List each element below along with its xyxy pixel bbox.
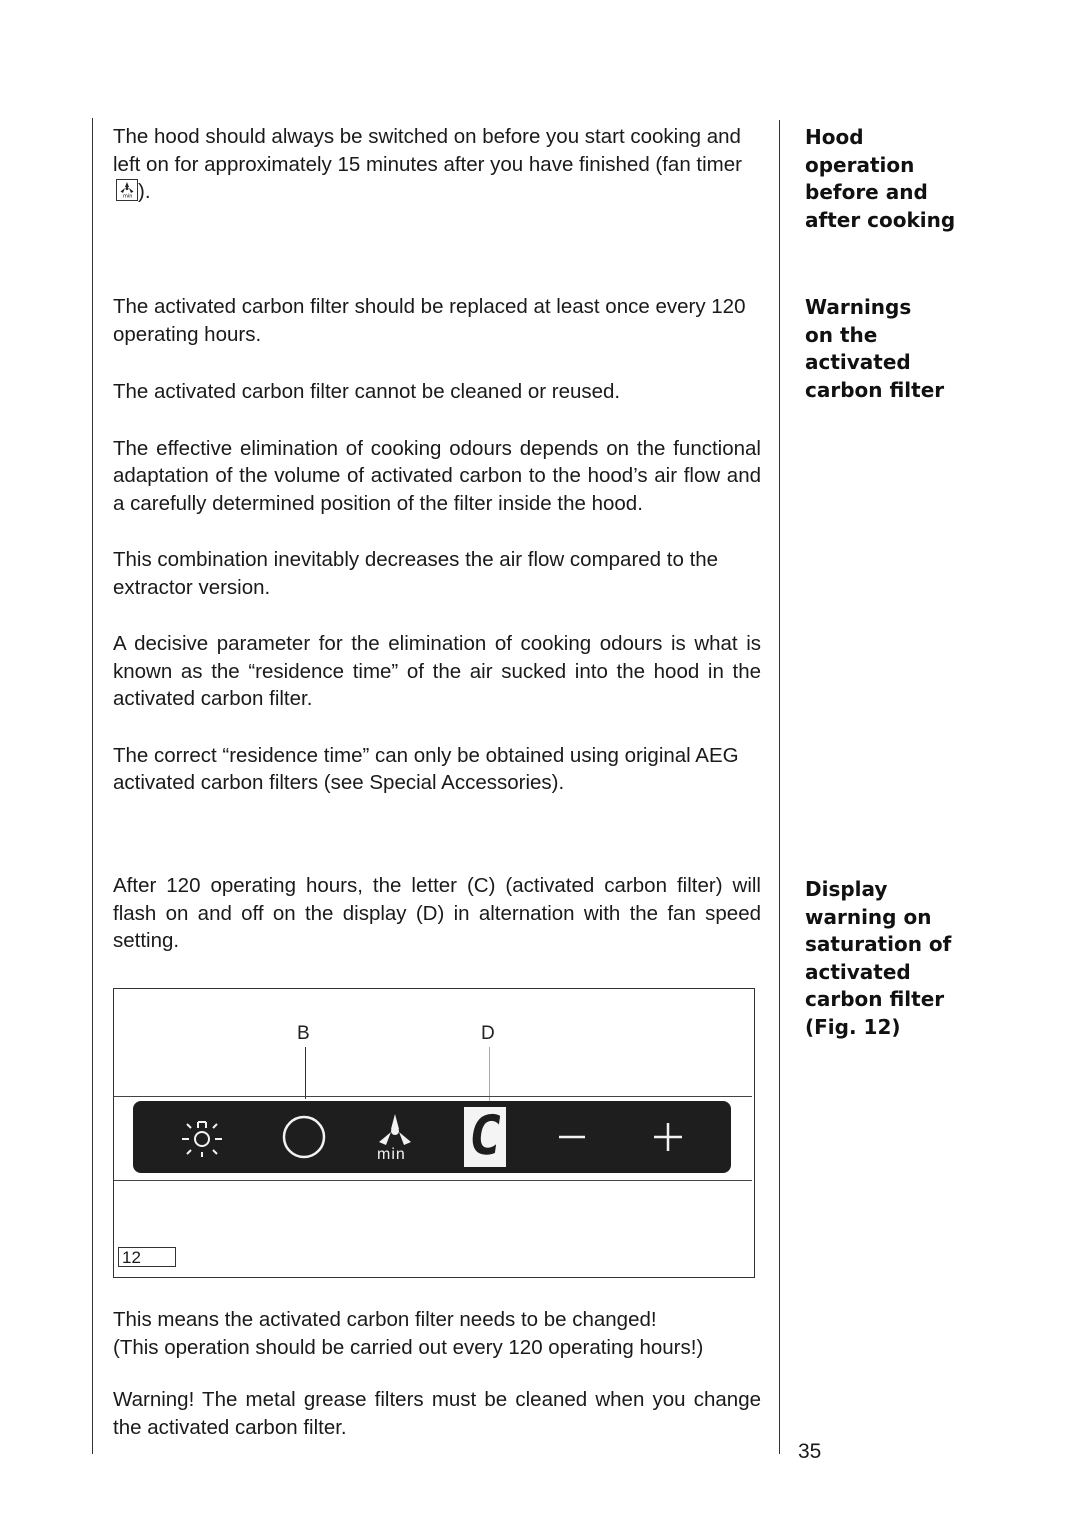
- hood-edge-bottom: [114, 1180, 752, 1181]
- fan-unit-label: min: [377, 1146, 406, 1163]
- left-column-rule: [92, 118, 93, 1454]
- heading-carbon-warnings: Warnings on the activated carbon filter: [805, 295, 945, 402]
- minus-icon: [556, 1101, 588, 1173]
- svg-text:min: min: [123, 193, 133, 198]
- paragraph-effective-elimination: The effective elimination of cooking odours depends on the functional adaptation of the volume of activated carbon to the hood’s air flow and a carefully determined position of the filter inside the hood.: [113, 436, 761, 515]
- section-display-warning: [113, 872, 761, 955]
- paragraph-air-flow: This combination inevitably decreases the air flow compared to the extractor version.: [113, 548, 719, 599]
- light-icon: [177, 1101, 227, 1173]
- paragraph-fan-timer: The hood should always be switched on before you start cooking and left on for approximately 15 minutes after you have finished (fan timer min ).: [113, 125, 742, 203]
- label-b: B: [297, 1023, 310, 1044]
- paragraph-grease-filter-warning: Warning! The metal grease filters must be cleaned when you change the activated carbon filter.: [113, 1388, 761, 1439]
- display-d: [464, 1101, 506, 1173]
- figure-number: 12: [118, 1247, 176, 1267]
- heading-display-warning: Display warning on saturation of activated carbon filter (Fig. 12): [805, 877, 952, 1039]
- paragraph-residence-time: A decisive parameter for the elimination of cooking odours is what is known as the “residence time” of the air sucked into the hood in the activated carbon filter.: [113, 632, 761, 710]
- paragraph-needs-change: This means the activated carbon filter needs to be changed!: [113, 1308, 657, 1331]
- label-d: D: [481, 1023, 495, 1044]
- paragraph-replace-interval: The activated carbon filter should be replaced at least once every 120 operating hours.: [113, 295, 746, 346]
- paragraph-original-filters: The correct “residence time” can only be obtained using original AEG activated carbon filters (see Special Accessories).: [113, 743, 739, 794]
- power-button[interactable]: [281, 1101, 327, 1173]
- paragraph-operation-interval: (This operation should be carried out every 120 operating hours!): [113, 1335, 704, 1359]
- section-carbon-warnings: [113, 293, 761, 797]
- fan-timer-button[interactable]: [369, 1101, 421, 1173]
- plus-button[interactable]: [650, 1101, 686, 1173]
- right-column-rule: [779, 120, 780, 1454]
- section-hood-operation: [113, 123, 761, 206]
- leader-line-b: [305, 1047, 306, 1099]
- display-segment-value: C: [464, 1104, 506, 1167]
- light-button[interactable]: [177, 1101, 227, 1173]
- paragraph-flash-display: After 120 operating hours, the letter (C) (activated carbon filter) will flash on and off on the display (D) in alternation with the fan speed setting.: [113, 874, 761, 952]
- plus-icon: [650, 1101, 686, 1173]
- figure-control-panel: [113, 988, 755, 1278]
- minus-button[interactable]: [556, 1101, 588, 1173]
- heading-hood-operation: Hood operation before and after cooking: [805, 125, 956, 232]
- paragraph-not-reusable: The activated carbon filter cannot be cleaned or reused.: [113, 380, 621, 403]
- section-change-filter: [113, 1306, 761, 1441]
- control-panel: [133, 1101, 731, 1173]
- fan-timer-icon: [116, 179, 138, 201]
- hood-edge-top: [114, 1096, 752, 1097]
- power-icon: [281, 1101, 327, 1173]
- page-number: 35: [798, 1440, 822, 1463]
